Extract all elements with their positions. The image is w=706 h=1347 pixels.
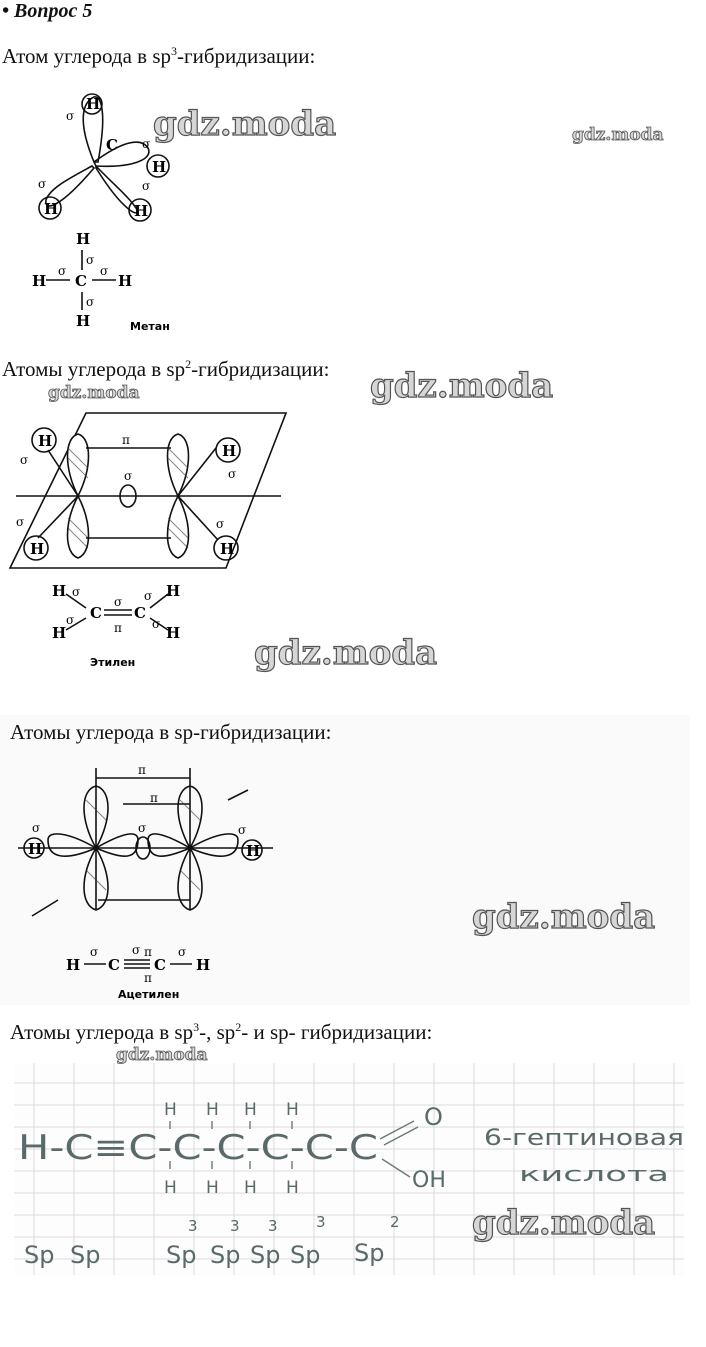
svg-text:Sp: Sp [24,1241,55,1269]
svg-text:2: 2 [390,1213,400,1231]
svg-text:H: H [222,442,237,460]
svg-text:σ: σ [100,264,109,278]
svg-text:σ: σ [66,613,75,627]
question-title: • Вопрос 5 [2,0,93,22]
svg-text:H: H [52,582,67,600]
svg-text:C: C [75,272,87,290]
watermark: gdz.moda [48,383,140,403]
handwritten-oxygen: O [424,1103,443,1131]
svg-text:H: H [196,956,211,974]
svg-text:Sp: Sp [290,1241,321,1269]
svg-text:H: H [76,230,91,248]
watermark: gdz.moda [116,1045,208,1065]
svg-text:C: C [90,604,102,622]
svg-text:σ: σ [90,945,99,959]
svg-text:σ: σ [114,595,123,609]
svg-text:π: π [114,621,122,635]
caption-ethylene: Этилен [90,656,136,669]
svg-text:σ: σ [178,945,187,959]
ethylene-structural-formula [50,578,210,673]
svg-text:σ: σ [124,469,133,483]
svg-text:σ: σ [86,253,95,267]
handwritten-chain: H-C≡C-C-C-C-C-C [18,1128,378,1168]
heading-sp: Атомы углерода в sp-гибридизации: [10,720,332,744]
svg-text:H: H [38,432,53,450]
svg-text:H: H [32,272,47,290]
caption-methane: Метан [130,320,170,333]
svg-text:H: H [220,540,235,558]
svg-text:σ: σ [238,823,247,837]
svg-text:H: H [244,1178,257,1198]
svg-text:H: H [244,1100,257,1120]
svg-text:H: H [28,840,43,858]
svg-text:H: H [52,624,67,642]
svg-text:H: H [30,540,45,558]
svg-text:H: H [206,1100,219,1120]
watermark: gdz.moda [254,633,438,673]
svg-text:H: H [286,1100,299,1120]
watermark: gdz.moda [572,125,664,145]
h-atom-top: H [86,95,101,113]
ethylene-orbital-diagram [6,408,296,573]
svg-text:C: C [154,956,166,974]
svg-text:π: π [138,763,146,777]
svg-text:σ: σ [144,589,153,603]
heading-sp2: Атомы углерода в $sp^2$-гибридизации: [2,357,330,381]
watermark: gdz.moda [472,1203,656,1243]
heading-sp3: Атом углерода в $sp^3$-гибридизации: [2,44,316,68]
handwritten-acid-name-2: кислота [519,1162,669,1186]
svg-text:Sp: Sp [166,1241,197,1269]
svg-text:C: C [108,956,120,974]
svg-text:H: H [76,312,91,330]
svg-text:Sp: Sp [354,1239,385,1267]
svg-text:σ: σ [142,179,151,193]
methane-structural-formula [30,228,190,338]
h-atom-left: H [44,200,59,218]
svg-text:H: H [246,842,261,860]
svg-text:π: π [144,945,152,959]
svg-text:π: π [144,971,152,985]
c-atom: C [106,136,118,154]
acetylene-structural-formula [64,940,234,1002]
svg-text:σ: σ [142,137,151,151]
svg-text:H: H [66,956,81,974]
watermark: gdz.moda [472,897,656,937]
svg-text:σ: σ [216,517,225,531]
svg-text:π: π [150,791,158,805]
svg-text:3: 3 [268,1217,278,1235]
svg-text:σ: σ [132,943,141,957]
svg-text:σ: σ [152,617,161,631]
watermark: gdz.moda [153,104,337,144]
svg-text:σ: σ [38,177,47,191]
handwritten-acid-name-1: 6-гептиновая [484,1126,684,1151]
svg-text:σ: σ [32,821,41,835]
acetylene-orbital-diagram [18,760,278,920]
svg-text:π: π [122,433,130,447]
svg-text:Sp: Sp [250,1241,281,1269]
svg-text:H: H [166,624,181,642]
svg-text:σ: σ [16,515,25,529]
heading-sp3-sp2-sp: Атомы углерода в $sp^3-$, $sp^2-$ и sp- гибридизации: [10,1020,433,1044]
svg-text:H: H [206,1178,219,1198]
svg-text:σ: σ [58,264,67,278]
svg-text:σ: σ [138,821,147,835]
svg-text:H: H [164,1178,177,1198]
h-atom-bottom: H [134,202,149,220]
svg-text:H: H [286,1178,299,1198]
handwritten-formula [14,1063,684,1275]
svg-text:H: H [166,582,181,600]
svg-text:C: C [134,604,146,622]
svg-text:σ: σ [66,109,75,123]
handwritten-oh: OH [412,1168,446,1193]
svg-text:σ: σ [86,295,95,309]
svg-text:H: H [118,272,133,290]
svg-text:3: 3 [316,1213,326,1231]
svg-text:σ: σ [228,467,237,481]
svg-text:Sp: Sp [70,1241,101,1269]
svg-text:σ: σ [72,585,81,599]
svg-text:Sp: Sp [210,1241,241,1269]
caption-acetylene: Ацетилен [118,988,180,1001]
h-atom-right: H [152,158,167,176]
watermark: gdz.moda [370,366,554,406]
svg-text:3: 3 [230,1217,240,1235]
svg-text:σ: σ [20,453,29,467]
svg-text:H: H [164,1100,177,1120]
svg-text:3: 3 [188,1217,198,1235]
